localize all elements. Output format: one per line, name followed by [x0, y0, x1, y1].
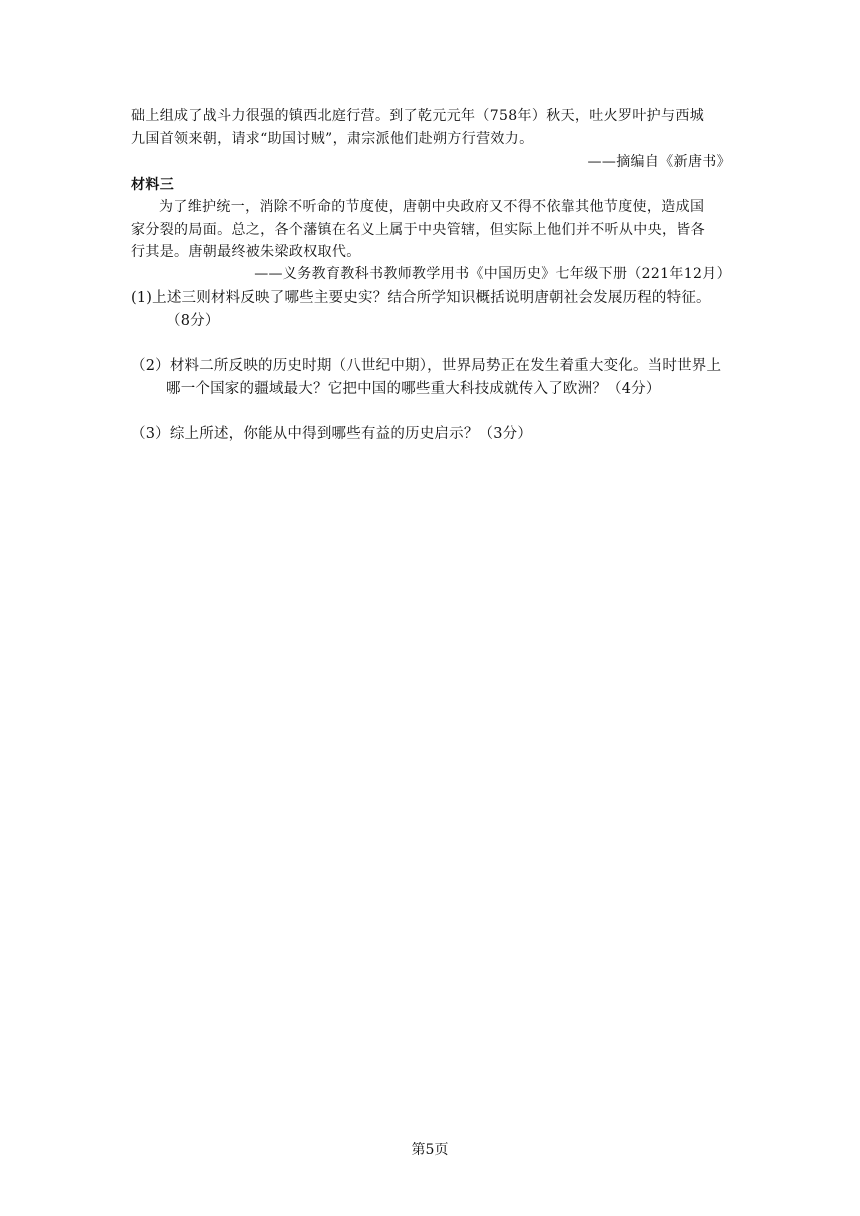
question-1-line-1: (1)上述三则材料反映了哪些主要史实？结合所学知识概括说明唐朝社会发展历程的特征。 [131, 290, 711, 306]
material3-heading: 材料三 [131, 177, 175, 193]
material3-text-line-3: 行其是。唐朝最终被朱梁政权取代。 [131, 244, 361, 260]
question-3-line-1: （3）综上所述，你能从中得到哪些有益的历史启示？（3分） [131, 426, 533, 442]
material2-text-line-2: 九国首领来朝，请求“助国讨贼”，肃宗派他们赴朔方行营效力。 [131, 131, 534, 147]
question-2-line-1: （2）材料二所反映的历史时期（八世纪中期），世界局势正在发生着重大变化。当时世界上 [131, 358, 722, 374]
material2-source: ——摘编自《新唐书》 [587, 154, 731, 170]
material2-text-line-1: 础上组成了战斗力很强的镇西北庭行营。到了乾元元年（758年）秋天，吐火罗叶护与西城 [131, 108, 705, 124]
page-number: 第5页 [411, 1142, 449, 1158]
material3-source: ——义务教育教科书教师教学用书《中国历史》七年级下册（221年12月） [254, 266, 731, 282]
material3-text-line-1: 为了维护统一，消除不听命的节度使，唐朝中央政府又不得不依靠其他节度使，造成国 [159, 199, 705, 215]
question-2-line-2: 哪一个国家的疆域最大？它把中国的哪些重大科技成就传入了欧洲？（4分） [166, 381, 661, 397]
question-1-line-2: （8分） [166, 313, 220, 329]
material3-text-line-2: 家分裂的局面。总之，各个藩镇在名义上属于中央管辖，但实际上他们并不听从中央，皆各 [131, 222, 705, 238]
